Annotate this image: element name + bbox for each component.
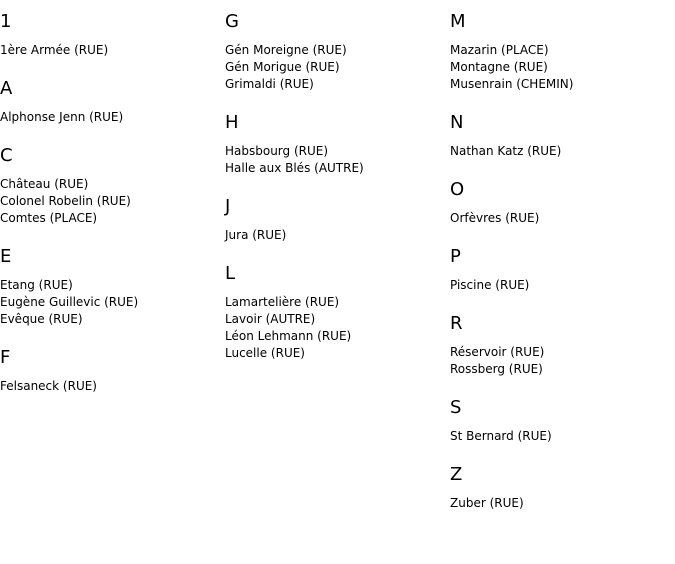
street-link[interactable]: Orfèvres (RUE)	[450, 211, 540, 225]
group-spacer	[450, 160, 670, 168]
street-link[interactable]: Rossberg (RUE)	[450, 362, 543, 376]
group-spacer	[0, 328, 220, 336]
letter-heading: F	[0, 347, 11, 368]
letter-heading: G	[225, 11, 239, 32]
letter-group	[225, 185, 445, 252]
street-link[interactable]: Colonel Robelin (RUE)	[0, 194, 131, 208]
group-spacer	[0, 126, 220, 134]
group-spacer	[0, 227, 220, 235]
letter-heading: E	[0, 246, 12, 267]
letter-group	[450, 386, 670, 453]
letter-group	[0, 0, 220, 67]
street-link[interactable]: Zuber (RUE)	[450, 496, 524, 510]
group-spacer	[450, 294, 670, 302]
group-spacer	[450, 378, 670, 386]
group-spacer	[450, 445, 670, 453]
letter-group	[225, 101, 445, 185]
letter-heading: N	[450, 112, 464, 133]
street-link[interactable]: Nathan Katz (RUE)	[450, 144, 562, 158]
street-link[interactable]: Mazarin (PLACE)	[450, 43, 549, 57]
letter-heading: C	[0, 145, 13, 166]
letter-group	[0, 336, 220, 403]
street-link[interactable]: Jura (RUE)	[225, 228, 287, 242]
letter-heading: L	[225, 263, 236, 284]
street-link[interactable]: Montagne (RUE)	[450, 60, 548, 74]
letter-heading: J	[225, 196, 231, 217]
group-spacer	[450, 227, 670, 235]
street-link[interactable]: Alphonse Jenn (RUE)	[0, 110, 124, 124]
letter-group	[0, 67, 220, 134]
street-link[interactable]: Léon Lehmann (RUE)	[225, 329, 352, 343]
letter-group	[450, 302, 670, 386]
street-link[interactable]: Piscine (RUE)	[450, 278, 530, 292]
index-column	[0, 0, 220, 403]
street-link[interactable]: Felsaneck (RUE)	[0, 379, 97, 393]
letter-group	[225, 252, 445, 370]
letter-heading: O	[450, 179, 465, 200]
street-link[interactable]: Réservoir (RUE)	[450, 345, 545, 359]
street-link[interactable]: Halle aux Blés (AUTRE)	[225, 161, 364, 175]
street-link[interactable]: Lavoir (AUTRE)	[225, 312, 316, 326]
street-link[interactable]: Etang (RUE)	[0, 278, 73, 292]
letter-heading: Z	[450, 464, 463, 485]
group-spacer	[225, 93, 445, 101]
letter-heading: 1	[0, 11, 12, 32]
letter-group	[450, 0, 670, 101]
letter-group	[450, 168, 670, 235]
group-spacer	[450, 93, 670, 101]
street-link[interactable]: Musenrain (CHEMIN)	[450, 77, 574, 91]
index-column	[450, 0, 670, 520]
letter-group	[450, 453, 670, 520]
letter-group	[0, 134, 220, 235]
letter-heading: M	[450, 11, 466, 32]
group-spacer	[0, 395, 220, 403]
street-link[interactable]: Grimaldi (RUE)	[225, 77, 314, 91]
street-link[interactable]: 1ère Armée (RUE)	[0, 43, 109, 57]
letter-heading: S	[450, 397, 462, 418]
letter-heading: H	[225, 112, 239, 133]
letter-heading: P	[450, 246, 461, 267]
street-link[interactable]: Habsbourg (RUE)	[225, 144, 329, 158]
street-link[interactable]: Lucelle (RUE)	[225, 346, 305, 360]
letter-group	[450, 235, 670, 302]
street-link[interactable]: Eugène Guillevic (RUE)	[0, 295, 139, 309]
street-link[interactable]: Château (RUE)	[0, 177, 89, 191]
group-spacer	[225, 177, 445, 185]
index-column	[225, 0, 445, 370]
street-link[interactable]: Gén Moreigne (RUE)	[225, 43, 347, 57]
letter-heading: A	[0, 78, 13, 99]
group-spacer	[225, 362, 445, 370]
street-link[interactable]: Lamartelière (RUE)	[225, 295, 340, 309]
group-spacer	[0, 59, 220, 67]
street-link[interactable]: St Bernard (RUE)	[450, 429, 552, 443]
letter-group	[0, 235, 220, 336]
street-link[interactable]: Gén Morigue (RUE)	[225, 60, 340, 74]
letter-group	[225, 0, 445, 101]
group-spacer	[225, 244, 445, 252]
group-spacer	[450, 512, 670, 520]
street-link[interactable]: Comtes (PLACE)	[0, 211, 98, 225]
letter-heading: R	[450, 313, 463, 334]
letter-group	[450, 101, 670, 168]
street-link[interactable]: Evêque (RUE)	[0, 312, 83, 326]
